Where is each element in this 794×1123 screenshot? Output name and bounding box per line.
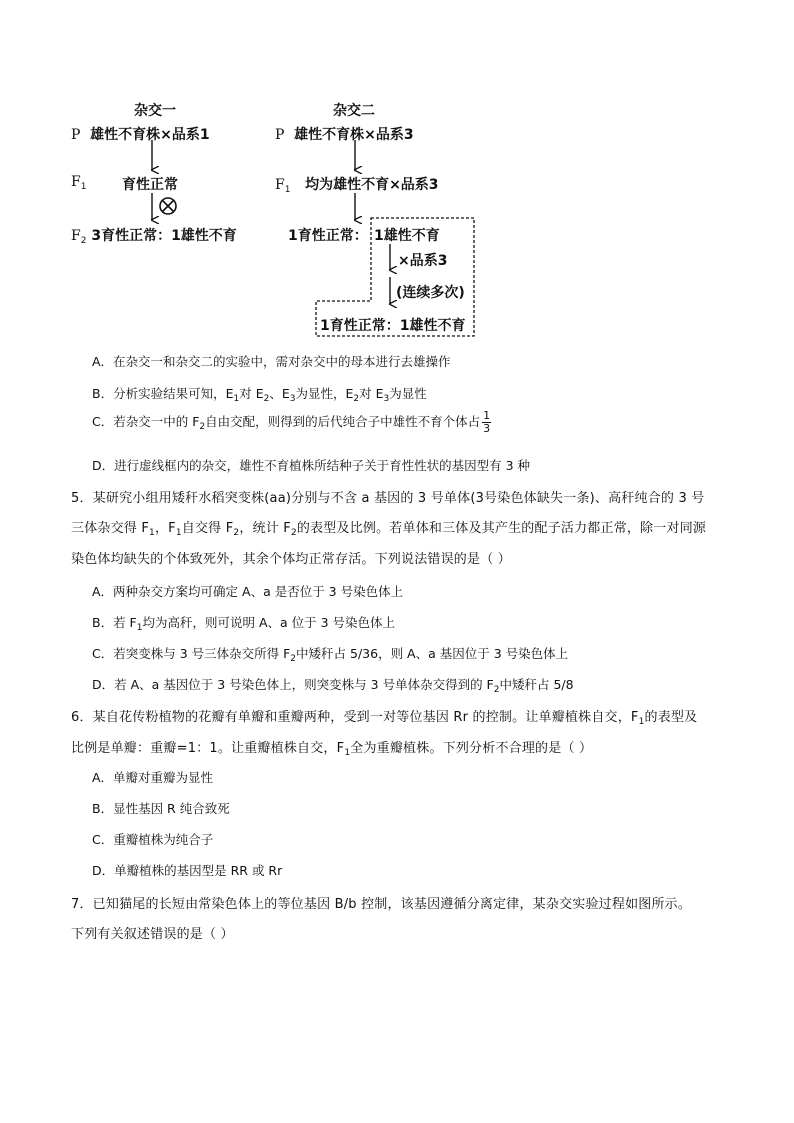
cross2-f1-row: $F_1$ 均为雄性不育×品系3 bbox=[275, 177, 439, 195]
q6-option-a: A．单瓣对重瓣为显性 bbox=[92, 770, 214, 785]
selfing-symbol-icon bbox=[160, 198, 176, 214]
cross2-p-text: 雄性不育株×品系3 bbox=[294, 127, 414, 143]
cross1-f2-row: $F_2$ 3育性正常：1雄性不育 bbox=[71, 228, 237, 246]
box-step1-label: ×品系3 bbox=[398, 253, 448, 269]
q4-option-b: B．分析实验结果可知，$E_1$对 $E_2$、$E_3$为显性，$E_2$对 $E_3$为显性 bbox=[92, 386, 427, 404]
cross2-f2-left: 1育性正常： bbox=[288, 228, 368, 244]
q6-option-b: B．显性基因 R 纯合致死 bbox=[92, 801, 230, 816]
cross1-f2-text: 3育性正常：1雄性不育 bbox=[91, 228, 237, 244]
cross1-p-label: P bbox=[71, 127, 81, 143]
q4-option-c: C．若杂交一中的 $F_2$自由交配，则得到的后代纯合子中雄性不育个体占 $\frac{1}{3}$ bbox=[92, 409, 491, 435]
box-result: 1育性正常：1雄性不育 bbox=[320, 318, 466, 334]
q6-option-c: C．重瓣植株为纯合子 bbox=[92, 832, 214, 847]
cross1-parent-row bbox=[71, 124, 210, 144]
box-step2-label: (连续多次) bbox=[396, 285, 465, 301]
q5-stem-line2: 三体杂交得 $F_1$，$F_1$自交得 $F_2$，统计 $F_2$的表型及比例。若单体和三体及其产生的配子活力都正常，除一对同源 bbox=[71, 521, 707, 538]
q7-stem-line1: 7．已知猫尾的长短由常染色体上的等位基因 B/b 控制，该基因遵循分离定律，某杂交实验过程如图所示。 bbox=[71, 897, 692, 912]
q5-option-c: C．若突变株与 3 号三体杂交所得 $F_2$中矮秆占 5/36，则 A、a 基因位于 3 号染色体上 bbox=[92, 646, 569, 664]
q5-option-a: A．两种杂交方案均可确定 A、a 是否位于 3 号染色体上 bbox=[92, 584, 404, 599]
q5-stem-line3: 染色体均缺失的个体致死外，其余个体均正常存活。下列说法错误的是（ ） bbox=[71, 552, 511, 567]
cross2-p-label: P bbox=[275, 127, 285, 143]
q6-stem-line2: 比例是单瓣：重瓣=1：1。让重瓣植株自交，$F_1$全为重瓣植株。下列分析不合理的是（ ） bbox=[71, 741, 593, 758]
cross1-f1-label: $F_1$ bbox=[71, 174, 87, 192]
cross1-f1-text: 育性正常 bbox=[122, 177, 178, 193]
q5-stem-line1: 5．某研究小组用矮秆水稻突变株(aa)分别与不含 a 基因的 3 号单体(3号染色体缺失一条)、高秆纯合的 3 号 bbox=[71, 491, 705, 506]
cross1-title: 杂交一 bbox=[134, 103, 176, 119]
cross1-p-text: 雄性不育株×品系1 bbox=[90, 127, 210, 143]
cross2-f1-text: 均为雄性不育×品系3 bbox=[305, 177, 439, 193]
cross2-f2-right: 1雄性不育 bbox=[374, 228, 440, 244]
q6-stem-line1: 6．某自花传粉植物的花瓣有单瓣和重瓣两种，受到一对等位基因 Rr 的控制。让单瓣植株自交，$F_1$的表型及 bbox=[71, 710, 698, 727]
q7-stem-line2: 下列有关叙述错误的是（ ） bbox=[71, 927, 234, 942]
fraction-one-third: $\frac{1}{3}$ bbox=[483, 409, 491, 435]
cross2-title: 杂交二 bbox=[333, 103, 375, 119]
q5-option-d: D．若 A、a 基因位于 3 号染色体上，则突变株与 3 号单体杂交得到的 $F_2$中矮秆占 5/8 bbox=[92, 677, 574, 695]
q6-option-d: D．单瓣植株的基因型是 RR 或 Rr bbox=[92, 863, 283, 878]
q5-option-b: B．若 $F_1$均为高秆，则可说明 A、a 位于 3 号染色体上 bbox=[92, 615, 396, 633]
q4-option-d: D．进行虚线框内的杂交，雄性不育植株所结种子关于育性性状的基因型有 3 种 bbox=[92, 458, 531, 473]
q4-option-a: A．在杂交一和杂交二的实验中，需对杂交中的母本进行去雄操作 bbox=[92, 354, 451, 369]
cross2-parent-row bbox=[275, 124, 414, 144]
